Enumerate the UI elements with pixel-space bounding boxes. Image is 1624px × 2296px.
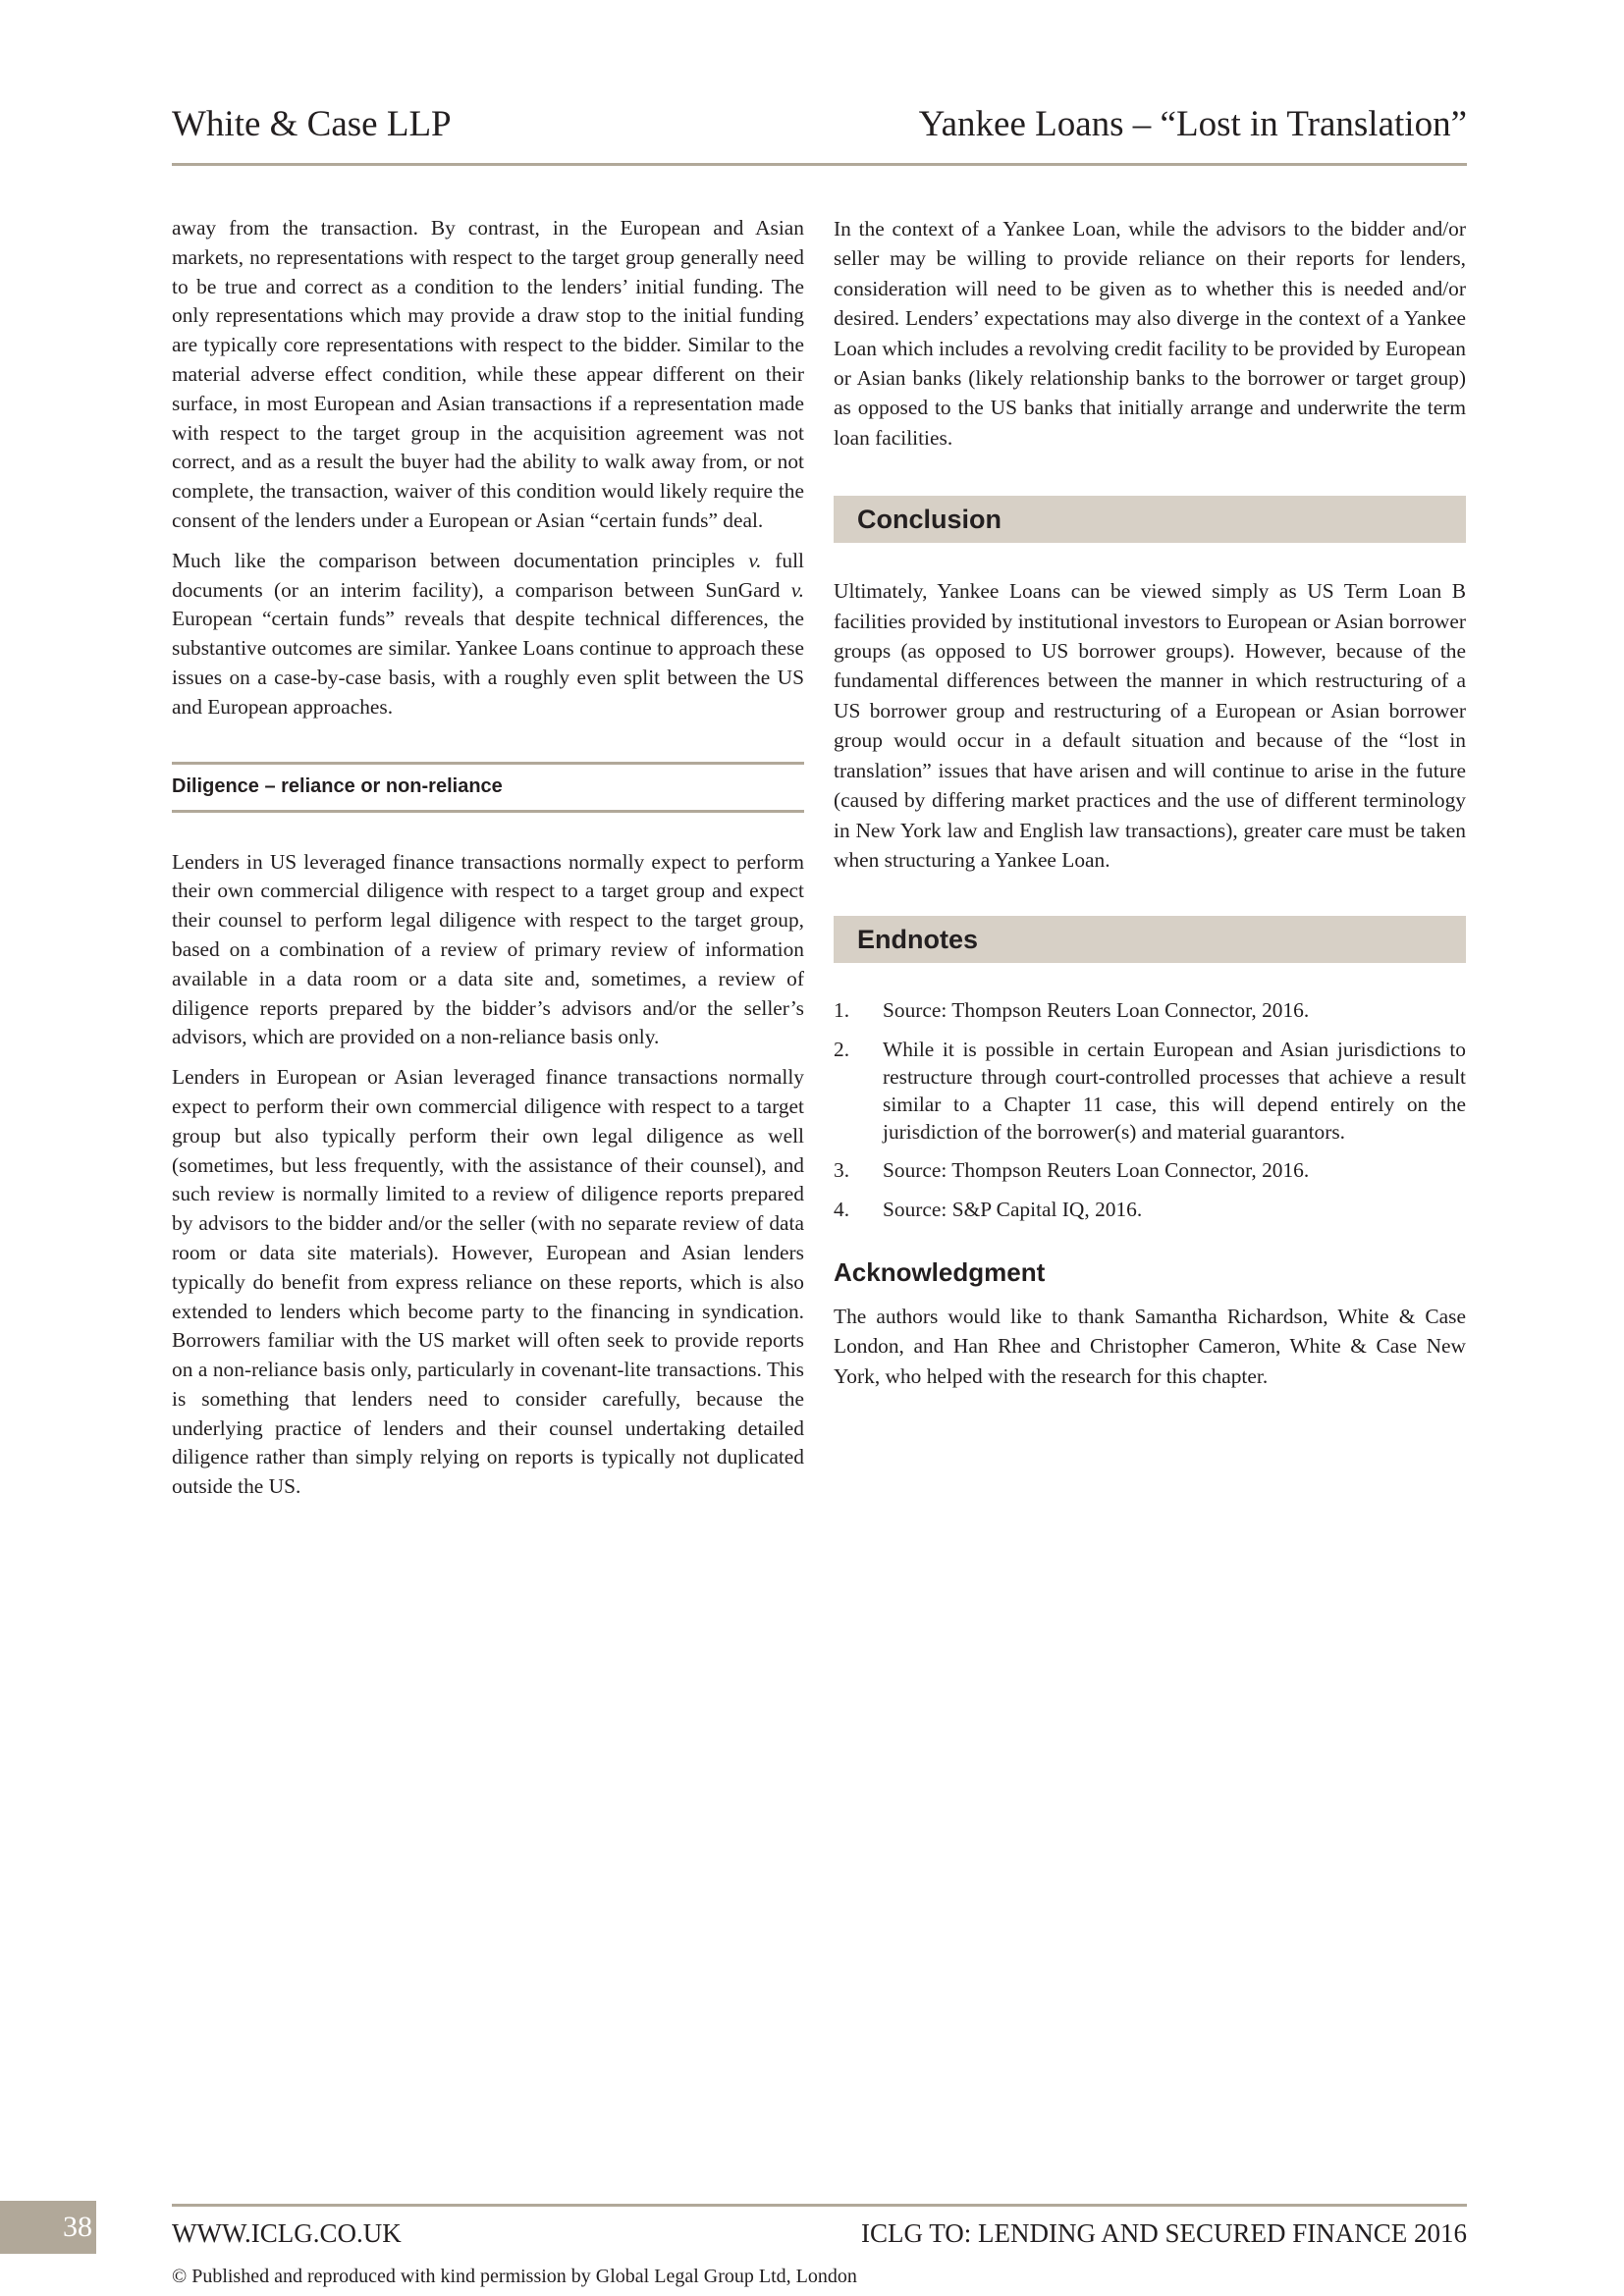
paragraph-representations: away from the transaction. By contrast, in the European and Asian markets, no representations with respect to the target group generally need to be true and correct as a condition to the lenders’ initial funding. The only representations which may provide a draw stop to the initial funding are typically core representations with respect to the bidder. Similar to the material adverse effect condition, while these appear different on their surface, in most European and Asian transactions if a representation made with respect to the target group in the acquisition agreement was not correct, and as a result the buyer had the ability to walk away from, or not complete, the transaction, waiver of this condition would likely require the consent of the lenders under a European or Asian “certain funds” deal.	[172, 216, 804, 532]
page-number: 38	[0, 2201, 96, 2254]
paragraph-us-diligence: Lenders in US leveraged finance transactions normally expect to perform their own commercial diligence with respect to a target group and expect their counsel to perform legal diligence with respect to the target group, based on a combination of a review of primary review of information available in a data room or a data site and, sometimes, a review of diligence reports prepared by the bidder’s advisors and/or the seller’s advisors, which are provided on a non-reliance basis only.	[172, 849, 804, 1049]
endnote-text: While it is possible in certain European and Asian jurisdictions to restructure through court-controlled processes that achieve a result similar to a Chapter 11 case, this will depend entirely on the jurisdiction of the borrower(s) and material guarantors.	[883, 1037, 1466, 1145]
chapter-title: Yankee Loans – “Lost in Translation”	[918, 104, 1467, 144]
page-header	[172, 98, 1467, 157]
right-column	[834, 214, 1466, 1402]
diligence-subheading: Diligence – reliance or non-reliance	[172, 762, 804, 813]
paragraph-yankee-context: In the context of a Yankee Loan, while the advisors to the bidder and/or seller may be willing to provide reliance on their reports for lenders, consideration will need to be given as to whether this is needed and/or desired. Lenders’ expectations may also diverge in the context of a Yankee Loan which includes a revolving credit facility to be provided by European or Asian banks (likely relationship banks to the borrower or target group) as opposed to the US banks that initially arrange and underwrite the term loan facilities.	[834, 217, 1466, 450]
conclusion-paragraph: Ultimately, Yankee Loans can be viewed simply as US Term Loan B facilities provided by institutional investors to European or Asian borrower groups (as opposed to US borrower groups). However, because of the fundamental differences between the manner in which restructuring of a US borrower group and restructuring of a European or Asian borrower group would occur in a default situation and because of the “lost in translation” issues that have arisen and will continue to arise in the future (caused by differing market practices and the use of different terminology in New York law and English law transactions), greater care must be taken when structuring a Yankee Loan.	[834, 579, 1466, 872]
versus-italic: v.	[790, 577, 804, 602]
text-run: European “certain funds” reveals that despite technical differences, the substantive outcomes are similar. Yankee Loans continue to approach these issues on a case-by-case basis, with a roughly even split between the US and European approaches.	[172, 607, 804, 719]
endnote-item	[834, 1156, 1466, 1184]
endnote-text: Source: Thompson Reuters Loan Connector, 2016.	[883, 998, 1310, 1023]
endnote-number: 4.	[834, 1197, 850, 1221]
endnote-item	[834, 996, 1466, 1024]
acknowledgment-heading: Acknowledgment	[834, 1256, 1046, 1287]
endnotes-heading: Endnotes	[834, 916, 1466, 963]
endnote-number: 2.	[834, 1037, 850, 1061]
endnote-text: Source: S&P Capital IQ, 2016.	[883, 1197, 1143, 1221]
endnote-number: 1.	[834, 998, 850, 1023]
paragraph-documentation-comparison	[172, 547, 804, 722]
endnote-text: Source: Thompson Reuters Loan Connector, 2016.	[883, 1158, 1310, 1183]
website-url: WWW.ICLG.CO.UK	[172, 2218, 402, 2248]
left-column	[172, 214, 804, 1513]
footer-rule	[172, 2204, 1467, 2207]
endnotes-list	[834, 996, 1466, 1222]
versus-italic: v.	[748, 548, 762, 572]
conclusion-heading: Conclusion	[834, 496, 1466, 543]
endnote-number: 3.	[834, 1158, 850, 1183]
endnote-item	[834, 1036, 1466, 1147]
text-run: full documents (or an interim facility), a comparison between SunGard	[172, 548, 804, 602]
paragraph-european-diligence: Lenders in European or Asian leveraged finance transactions normally expect to perform their own commercial diligence with respect to a target group but also typically perform their own legal diligence as well (sometimes, but less frequently, with the assistance of their counsel), and such review is normally limited to a review of diligence reports prepared by advisors to the bidder and/or the seller (with no separate review of data room or data site materials). However, European and Asian lenders typically do benefit from express reliance on these reports, which is also extended to lenders which become party to the financing in syndication. Borrowers familiar with the US market will often seek to provide reports on a non-reliance basis only, particularly in covenant-lite transactions. This is something that lenders need to consider carefully, because the underlying practice of lenders and their counsel undertaking detailed diligence rather than simply relying on reports is typically not duplicated outside the US.	[172, 1065, 804, 1499]
copyright-notice: © Published and reproduced with kind permission by Global Legal Group Ltd, London	[172, 2266, 857, 2287]
acknowledgment-paragraph: The authors would like to thank Samantha Richardson, White & Case London, and Han Rhee and Christopher Cameron, White & Case New York, who helped with the research for this chapter.	[834, 1304, 1466, 1388]
publication-title: ICLG TO: LENDING AND SECURED FINANCE 2016	[860, 2218, 1467, 2248]
text-run: Much like the comparison between documentation principles	[172, 548, 749, 572]
endnote-item	[834, 1196, 1466, 1223]
header-rule	[172, 163, 1467, 166]
firm-name: White & Case LLP	[172, 104, 452, 144]
